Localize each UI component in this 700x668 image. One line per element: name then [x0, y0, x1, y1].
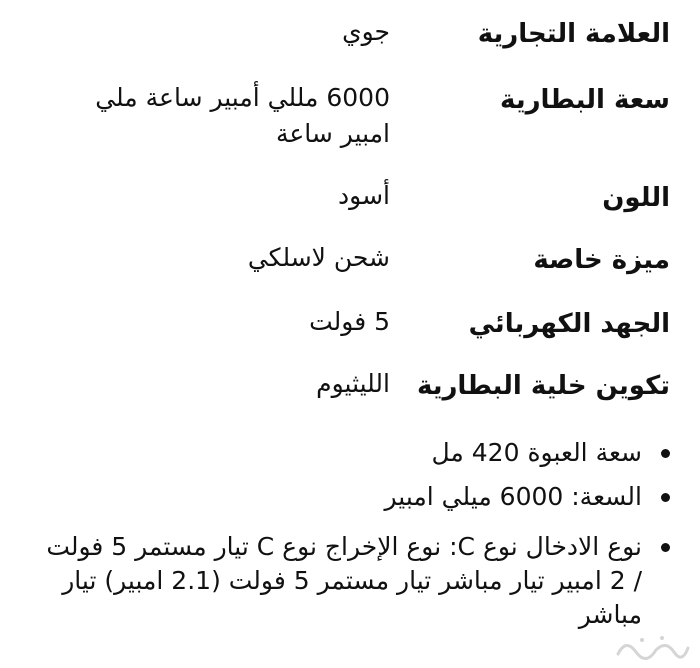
bullet-dot-icon	[661, 449, 670, 458]
bullet-text: سعة العبوة 420 مل	[431, 438, 642, 467]
bullet-text: السعة: 6000 ميلي امبير	[384, 482, 642, 511]
spec-value: 6000 مللي أمبير ساعة ملي امبير ساعة	[95, 83, 390, 148]
spec-label: سعة البطارية	[500, 85, 670, 115]
spec-value: 5 فولت	[309, 307, 390, 336]
spec-value: شحن لاسلكي	[247, 243, 390, 272]
spec-label: تكوين خلية البطارية	[416, 371, 670, 401]
bullet-dot-icon	[661, 493, 670, 502]
spec-label: ميزة خاصة	[533, 245, 670, 275]
spec-label: العلامة التجارية	[477, 19, 670, 49]
spec-value: جوي	[342, 17, 390, 46]
bullet-dot-icon	[661, 543, 670, 552]
spec-label: اللون	[602, 183, 670, 213]
spec-value: أسود	[338, 181, 390, 210]
spec-value: الليثيوم	[316, 369, 390, 398]
spec-label: الجهد الكهربائي	[468, 309, 670, 339]
bullet-text: نوع الادخال نوع C: نوع الإخراج نوع C تيار مستمر 5 فولت / 2 امبير تيار مباشر تيار مستمر 5 فولت (2.1 امبير) تيار مباشر	[46, 532, 642, 629]
watermark-logo-icon	[612, 632, 692, 664]
